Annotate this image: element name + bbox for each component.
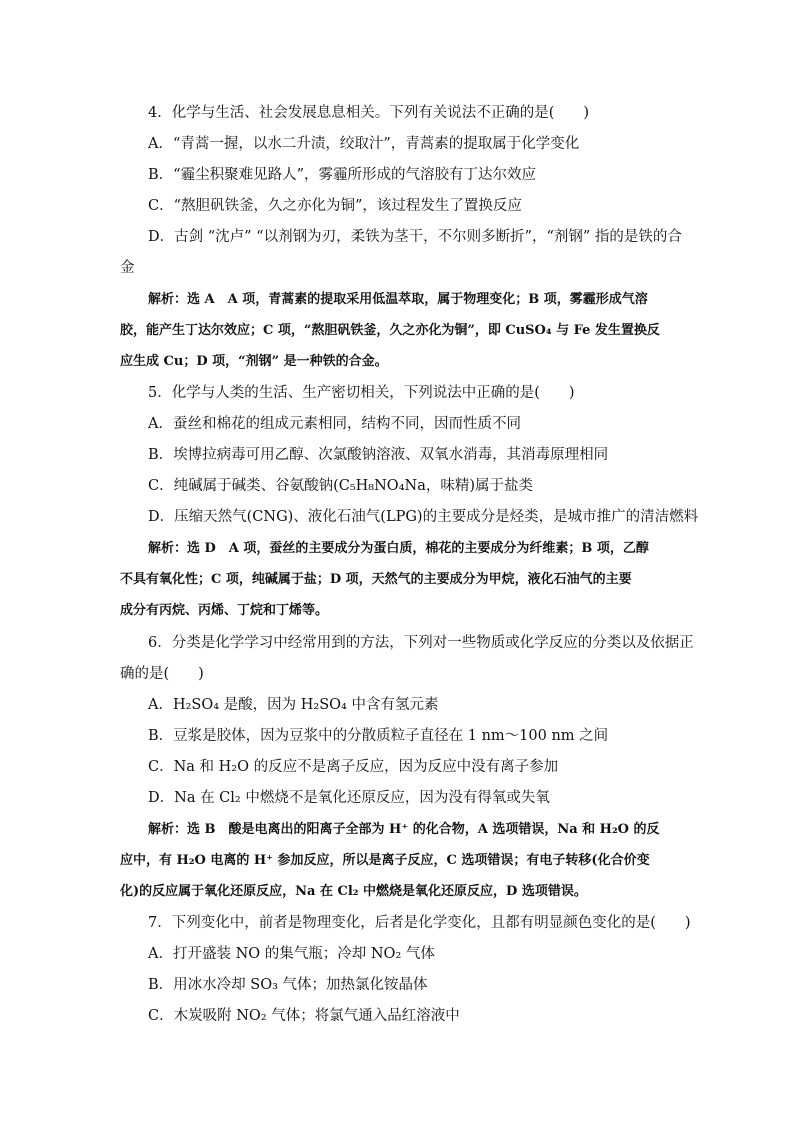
- question-5-option-c: C．纯碱属于碱类、谷氨酸钠(C₅H₈NO₄Na，味精)属于盐类: [148, 478, 533, 494]
- question-4-option-d-cont: 金: [120, 260, 135, 276]
- question-4-option-c: C．“熬胆矾铁釜，久之亦化为铜”，该过程发生了置换反应: [148, 198, 522, 214]
- question-5-option-b: B．埃博拉病毒可用乙醇、次氯酸钠溶液、双氧水消毒，其消毒原理相同: [148, 447, 609, 463]
- question-6-option-a: A．H₂SO₄ 是酸，因为 H₂SO₄ 中含有氢元素: [148, 697, 439, 713]
- question-5-stem: 5．化学与人类的生活、生产密切相关，下列说法中正确的是( ): [148, 385, 575, 401]
- question-4-analysis-line-3: 应生成 Cu；D 项，“剂钢” 是一种铁的合金。: [120, 354, 388, 369]
- question-7-option-c: C．木炭吸附 NO₂ 气体；将氯气通入品红溶液中: [148, 1008, 460, 1024]
- question-5-analysis-line-3: 成分有丙烷、丙烯、丁烷和丁烯等。: [120, 603, 329, 618]
- question-4-option-d: D．古剑 “沈卢” “以剂钢为刃，柔铁为茎干，不尔则多断折”，“剂钢” 指的是铁的合: [148, 229, 682, 245]
- question-6-option-c: C．Na 和 H₂O 的反应不是离子反应，因为反应中没有离子参加: [148, 759, 559, 775]
- question-7-option-b: B．用冰水冷却 SO₃ 气体；加热氯化铵晶体: [148, 977, 428, 993]
- question-6-stem-line-2: 确的是( ): [120, 666, 204, 682]
- question-5-analysis-line-1: 解析：选 D A 项，蚕丝的主要成分为蛋白质，棉花的主要成分为纤维素；B 项，乙醇: [148, 541, 649, 556]
- question-4-analysis-line-2: 胶，能产生丁达尔效应；C 项，“熬胆矾铁釜，久之亦化为铜”，即 CuSO₄ 与 Fe 发生置换反: [120, 323, 660, 338]
- question-5-option-d: D．压缩天然气(CNG)、液化石油气(LPG)的主要成分是烃类，是城市推广的清洁燃料: [148, 509, 699, 525]
- question-6-stem-line-1: 6．分类是化学学习中经常用到的方法，下列对一些物质或化学反应的分类以及依据正: [148, 635, 694, 651]
- question-5-analysis-line-2: 不具有氧化性；C 项，纯碱属于盐；D 项，天然气的主要成分为甲烷，液化石油气的主要: [120, 572, 632, 587]
- question-7-option-a: A．打开盛装 NO 的集气瓶；冷却 NO₂ 气体: [148, 946, 435, 962]
- question-7-stem: 7．下列变化中，前者是物理变化，后者是化学变化，且都有明显颜色变化的是( ): [148, 915, 691, 931]
- question-6-analysis-line-3: 化)的反应属于氧化还原反应，Na 在 Cl₂ 中燃烧是氧化还原反应，D 选项错误。: [120, 884, 587, 899]
- question-6-option-b: B．豆浆是胶体，因为豆浆中的分散质粒子直径在 1 nm～100 nm 之间: [148, 728, 609, 744]
- question-6-analysis-line-1: 解析：选 B 酸是电离出的阳离子全部为 H⁺ 的化合物，A 选项错误，Na 和 H₂O 的反: [148, 822, 660, 837]
- question-4-option-a: A．“青蒿一握，以水二升渍，绞取汁”，青蒿素的提取属于化学变化: [148, 136, 580, 152]
- question-4-option-b: B．“霾尘积聚难见路人”，雾霾所形成的气溶胶有丁达尔效应: [148, 167, 536, 183]
- question-6-analysis-line-2: 应中，有 H₂O 电离的 H⁺ 参加反应，所以是离子反应，C 选项错误；有电子转移(化合价变: [120, 853, 650, 868]
- question-6-option-d: D．Na 在 Cl₂ 中燃烧不是氧化还原反应，因为没有得氧或失氧: [148, 790, 550, 806]
- question-4-stem: 4．化学与生活、社会发展息息相关。下列有关说法不正确的是( ): [148, 105, 590, 121]
- question-5-option-a: A．蚕丝和棉花的组成元素相同，结构不同，因而性质不同: [148, 416, 521, 432]
- question-4-analysis-line-1: 解析：选 A A 项，青蒿素的提取采用低温萃取，属于物理变化；B 项，雾霾形成气溶: [148, 292, 648, 307]
